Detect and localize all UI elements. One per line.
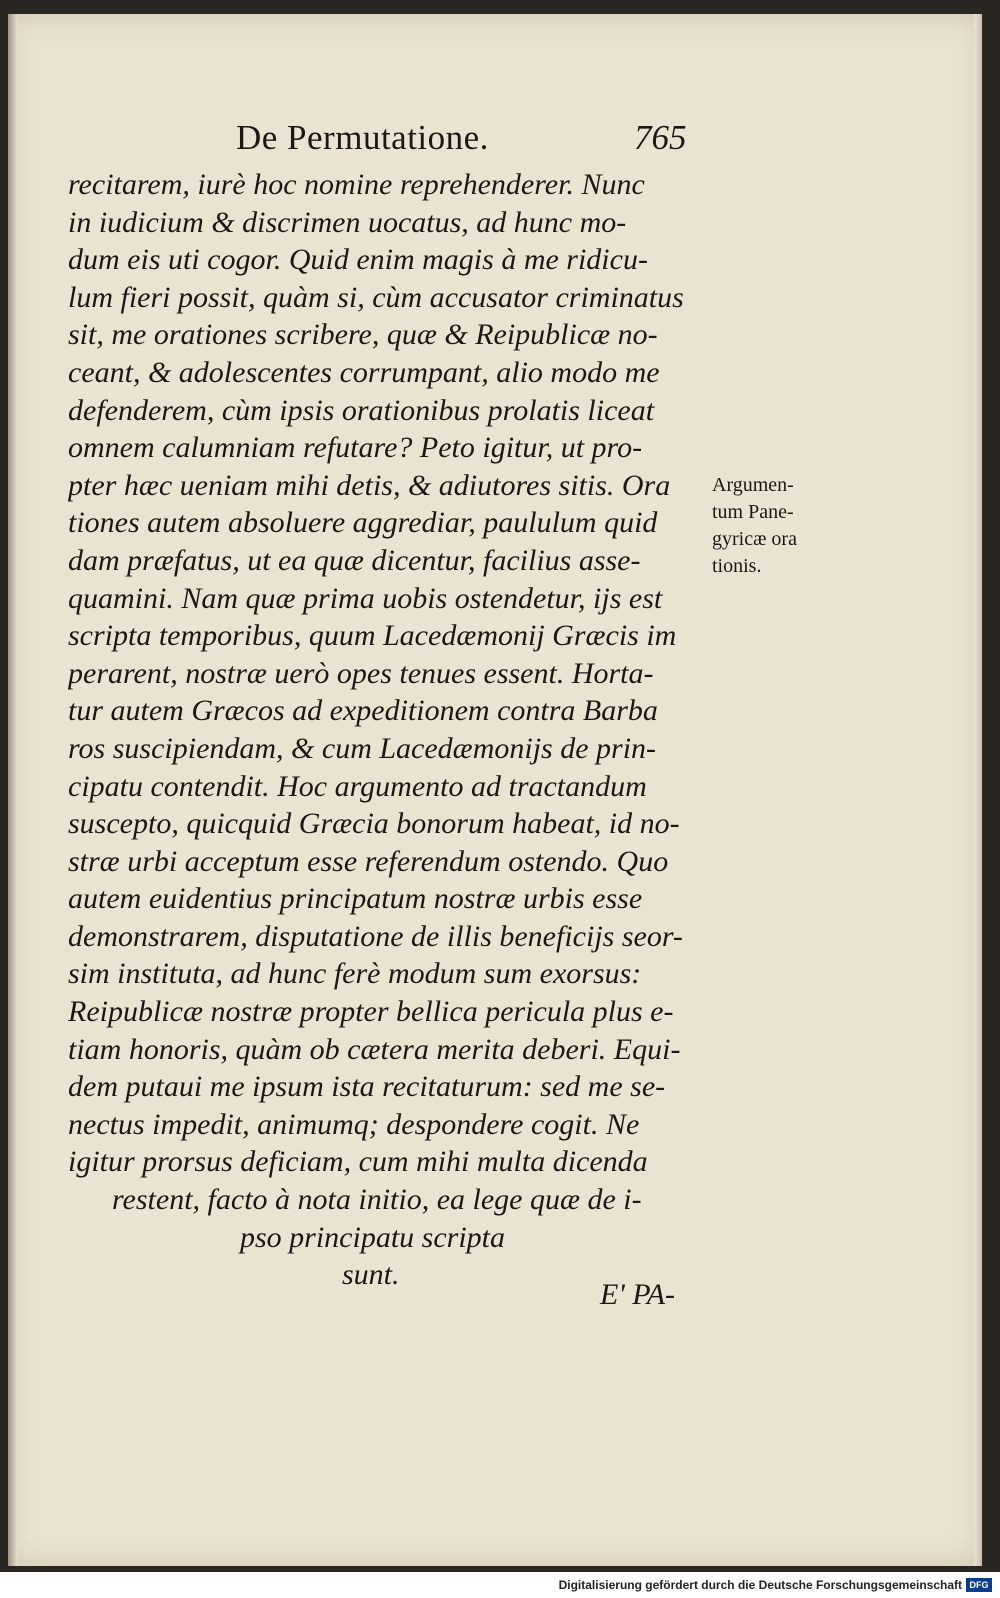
closing-line: pso principatu scripta [240,1220,506,1254]
funding-credit: Digitalisierung gefördert durch die Deutsche Forschungsgemeinschaft [558,1578,962,1592]
page-gutter [8,14,18,1566]
text-line: nectus impedit, animumq; despondere cogit. Ne [68,1107,640,1141]
text-line: quamini. Nam quæ prima uobis ostendetur, ijs est [68,581,663,615]
text-line: in iudicium & discrimen uocatus, ad hunc mo- [68,205,627,239]
marginal-note-line: tum Pane- [712,501,794,523]
page-edge [974,14,982,1566]
text-line: sim instituta, ad hunc ferè modum sum exorsus: [68,957,642,991]
text-line: dam præfatus, ut ea quæ dicentur, facilius asse- [68,543,641,577]
text-line: recitarem, iurè hoc nomine reprehenderer. Nunc [68,168,645,201]
closing-line: sunt. [342,1258,400,1292]
text-line: sit, me orationes scribere, quæ & Reipublicæ no- [68,318,658,352]
running-title: De Permutatione. [236,118,489,157]
text-line: lum fieri possit, quàm si, cùm accusator criminatus [68,280,684,314]
body-text [68,166,708,1294]
catchword: E' PA- [600,1278,676,1311]
text-line: dum eis uti cogor. Quid enim magis à me ridicu- [68,243,648,277]
text-line: ceant, & adolescentes corrumpant, alio modo me [68,355,660,389]
marginal-note-line: Argumen- [712,474,794,496]
text-line: pter hæc ueniam mihi detis, & adiutores sitis. Ora [68,468,671,502]
text-line: tiam honoris, quàm ob cætera merita deberi. Equi- [68,1032,681,1066]
text-line: stræ urbi acceptum esse referendum ostendo. Quo [68,844,669,878]
text-line: demonstrarem, disputatione de illis beneficijs seor- [68,919,683,953]
text-line: dem putaui me ipsum ista recitaturum: sed me se- [68,1070,666,1104]
text-line: perarent, nostræ uerò opes tenues essent. Horta- [68,656,654,690]
marginal-note [712,472,832,580]
text-line: ros suscipiendam, & cum Lacedæmonijs de prin- [68,731,657,765]
closing-line: restent, facto à nota initio, ea lege quæ de i- [112,1183,642,1217]
text-line: defenderem, cùm ipsis orationibus prolatis liceat [68,393,655,427]
text-line: autem euidentius principatum nostræ urbis esse [68,882,643,916]
footer [0,1574,1000,1598]
text-line: cipatu contendit. Hoc argumento ad tractandum [68,769,647,803]
text-line: tur autem Græcos ad expeditionem contra Barba [68,694,658,728]
marginal-note-line: tionis. [712,555,762,577]
text-line: scripta temporibus, quum Lacedæmonij Græcis im [68,619,677,653]
text-line: suscepto, quicquid Græcia bonorum habeat, id no- [68,807,680,841]
page-number: 765 [634,118,687,157]
marginal-note-line: gyricæ ora [712,528,797,550]
text-line: igitur prorsus deficiam, cum mihi multa dicenda [68,1145,648,1179]
dfg-logo-icon: DFG [966,1578,992,1592]
text-line: omnem calumniam refutare? Peto igitur, ut pro- [68,431,643,465]
text-line: tiones autem absoluere aggrediar, paululum quid [68,506,658,540]
text-line: Reipublicæ nostræ propter bellica pericula plus e- [68,995,674,1029]
book-page [8,14,982,1566]
